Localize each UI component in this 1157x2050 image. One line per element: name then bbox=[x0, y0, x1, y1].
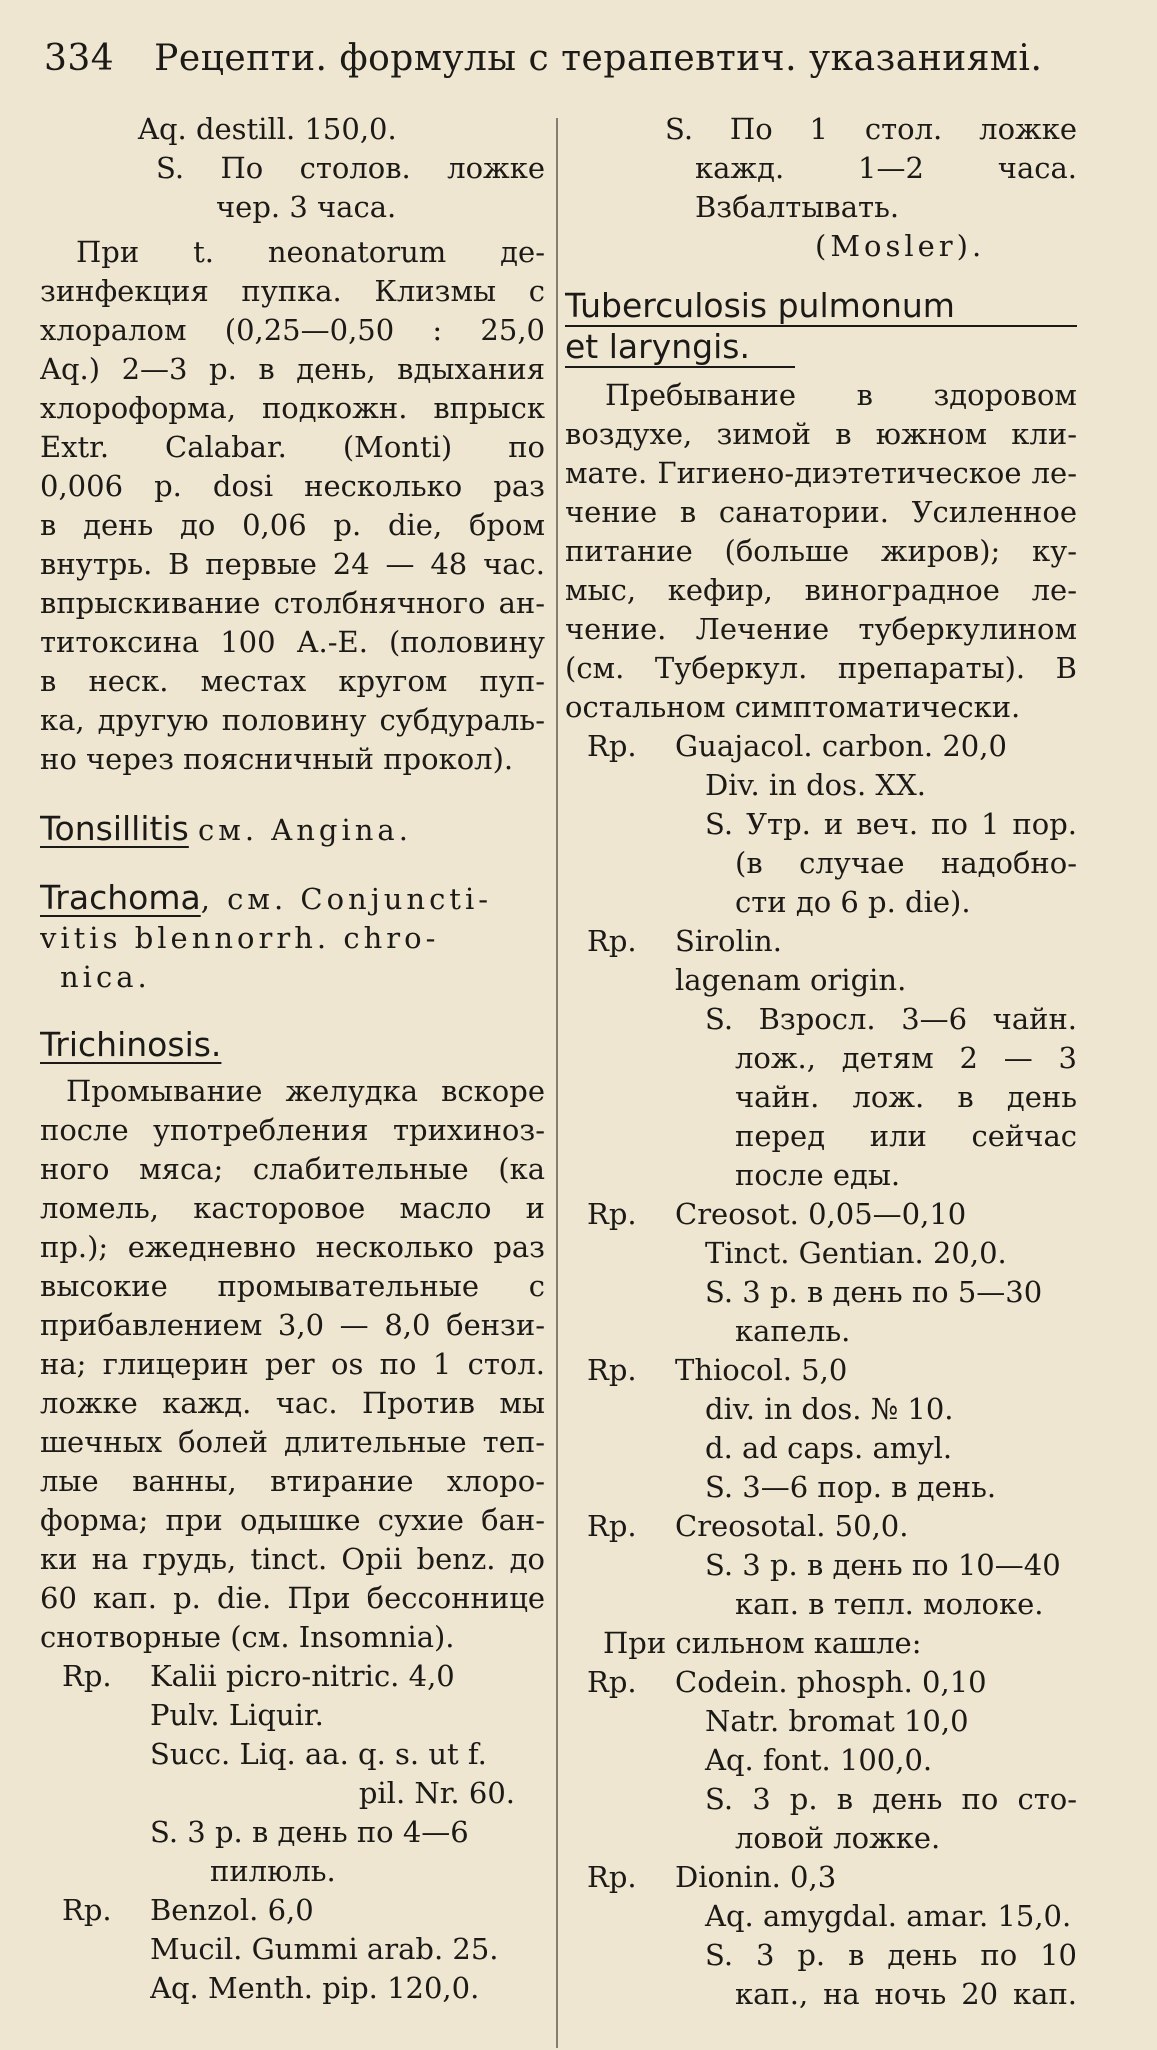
text-line: ломель, касторовое масло и bbox=[40, 1191, 545, 1225]
neonatorum-paragraph bbox=[40, 233, 545, 779]
text-line: ного мяса; слабительные (ка bbox=[40, 1152, 545, 1186]
prescription-line: Benzol. 6,0 bbox=[150, 1893, 314, 1927]
prescription bbox=[40, 1657, 545, 1891]
text-line: ки на грудь, tinct. Opii benz. до bbox=[40, 1542, 545, 1576]
prescription bbox=[40, 1891, 545, 2008]
prescription bbox=[565, 1663, 1077, 1858]
prescription-line: S. По 1 стол. ложке bbox=[665, 112, 1077, 146]
prescription-line: Creosot. 0,05—0,10 bbox=[675, 1197, 967, 1231]
running-header bbox=[44, 38, 1042, 79]
text-line: после употребления трихиноз- bbox=[40, 1113, 545, 1147]
column-divider bbox=[556, 118, 558, 2048]
text-line: зинфекция пупка. Клизмы с bbox=[40, 274, 545, 308]
prescription-line: после еды. bbox=[735, 1158, 901, 1192]
recipe-mark: Rp. bbox=[587, 1860, 637, 1894]
prescription-line: чер. 3 часа. bbox=[216, 190, 397, 224]
author-reference: (Mosler). bbox=[815, 229, 986, 263]
prescription-line: Aq. font. 100,0. bbox=[705, 1743, 933, 1777]
prescription-line: S. 3 р. в день по 4—6 bbox=[150, 1815, 469, 1849]
tuberculosis-paragraph bbox=[565, 376, 1077, 727]
prescription-line: Pulv. Liquir. bbox=[150, 1698, 324, 1732]
prescription-line: lagenam origin. bbox=[675, 963, 907, 997]
prescription-line: S. По столов. ложке bbox=[156, 151, 545, 185]
prescription-line: S. 3 р. в день по сто- bbox=[705, 1782, 1077, 1816]
prescription-line: (в случае надобно- bbox=[735, 846, 1077, 880]
prescription-line: Tinct. Gentian. 20,0. bbox=[705, 1236, 1007, 1270]
text-line: титоксина 100 А.-Е. (половину bbox=[40, 625, 545, 659]
section-heading: Tuberculosis pulmonum bbox=[565, 286, 955, 325]
text-line: Промывание желудка вскоре bbox=[66, 1074, 545, 1108]
prescription-line: Dionin. 0,3 bbox=[675, 1860, 837, 1894]
prescription-line: пилюль. bbox=[210, 1854, 336, 1888]
prescription-line: Aq. destill. 150,0. bbox=[138, 112, 397, 146]
prescription-line: S. 3—6 пор. в день. bbox=[705, 1470, 997, 1504]
recipe-mark: Rp. bbox=[587, 1197, 637, 1231]
prescription-line: S. Взросл. 3—6 чайн. bbox=[705, 1002, 1077, 1036]
subheading: При сильном кашле: bbox=[603, 1626, 922, 1660]
cross-reference: nica. bbox=[60, 960, 151, 994]
prescription-line: S. Утр. и веч. по 1 пор. bbox=[705, 807, 1077, 841]
cross-reference: vitis blennorrh. chro- bbox=[40, 921, 440, 955]
text-line: 0,006 р. dosi несколько раз bbox=[40, 469, 545, 503]
section-heading: Trichinosis. bbox=[40, 1025, 222, 1064]
prescription-line: Kalii picro-nitric. 4,0 bbox=[150, 1659, 455, 1693]
prescription bbox=[565, 1507, 1077, 1624]
prescription-line: лож., детям 2 — 3 bbox=[735, 1041, 1077, 1075]
text-line: (см. Туберкул. препараты). В bbox=[565, 651, 1077, 685]
text-line: Пребывание в здоровом bbox=[605, 378, 1077, 412]
prescription bbox=[565, 1858, 1077, 2014]
text-line: чение в санатории. Усиленное bbox=[565, 495, 1077, 529]
prescription-line: ловой ложке. bbox=[735, 1821, 941, 1855]
prescription-line: Взбалтывать. bbox=[695, 190, 900, 224]
text-line: мыс, кефир, виноградное ле- bbox=[565, 573, 1077, 607]
text-line: ложке кажд. час. Против мы bbox=[40, 1386, 545, 1420]
prescription-line: перед или сейчас bbox=[735, 1119, 1077, 1153]
prescription-line: pil. Nr. 60. bbox=[358, 1776, 515, 1810]
prescription-line: S. 3 р. в день по 10 bbox=[705, 1938, 1077, 1972]
recipe-mark: Rp. bbox=[587, 1509, 637, 1543]
text-line: на; глицерин per os по 1 стол. bbox=[40, 1347, 545, 1381]
recipe-mark: Rp. bbox=[587, 924, 637, 958]
text-line: высокие промывательные с bbox=[40, 1269, 545, 1303]
text-line: снотворные (см. Insomnia). bbox=[40, 1620, 455, 1654]
text-line: остальном симптоматически. bbox=[565, 690, 1021, 724]
prescription-line: div. in dos. № 10. bbox=[705, 1392, 954, 1426]
text-line: внутрь. В первые 24 — 48 час. bbox=[40, 547, 545, 581]
text-line: хлоралом (0,25—0,50 : 25,0 bbox=[40, 313, 545, 347]
text-line: чение. Лечение туберкулином bbox=[565, 612, 1077, 646]
prescription-line: Sirolin. bbox=[675, 924, 782, 958]
cross-reference: см. Angina. bbox=[198, 813, 412, 847]
text-line: впрыскивание столбнячного ан- bbox=[40, 586, 545, 620]
prescription-line: d. ad caps. amyl. bbox=[705, 1431, 953, 1465]
prescription-line: Aq. amygdal. amar. 15,0. bbox=[705, 1899, 1072, 1933]
tonsillitis-entry bbox=[40, 809, 545, 850]
prescription-line: S. 3 р. в день по 5—30 bbox=[705, 1275, 1043, 1309]
text-line: Aq.) 2—3 р. в день, вдыхания bbox=[40, 352, 545, 386]
prescription bbox=[565, 1195, 1077, 1351]
prescription-line: кажд. 1—2 часа. bbox=[695, 151, 1077, 185]
prescription-line: Div. in dos. XX. bbox=[705, 768, 926, 802]
cross-reference: , см. Conjuncti- bbox=[200, 882, 493, 916]
text-line: пр.); ежедневно несколько раз bbox=[40, 1230, 545, 1264]
right-column bbox=[565, 110, 1077, 2014]
running-title: Рецепти. формулы с терапевтич. указаниямі. bbox=[154, 38, 1043, 79]
text-line: в день до 0,06 р. die, бром bbox=[40, 508, 545, 542]
trichinosis-entry bbox=[40, 1025, 545, 1657]
section-heading: Trachoma bbox=[40, 878, 201, 917]
prescription bbox=[565, 727, 1077, 922]
recipe-mark: Rp. bbox=[587, 729, 637, 763]
text-line: мате. Гигиено-диэтетическое ле- bbox=[565, 456, 1077, 490]
text-line: прибавлением 3,0 — 8,0 бензи- bbox=[40, 1308, 545, 1342]
prescription-line: кап., на ночь 20 кап. bbox=[735, 1977, 1077, 2011]
left-column bbox=[40, 110, 545, 2008]
prescription-line: капель. bbox=[735, 1314, 851, 1348]
prescription-line: Mucil. Gummi arab. 25. bbox=[150, 1932, 499, 1966]
prescription-line: Guajacol. carbon. 20,0 bbox=[675, 729, 1007, 763]
section-heading: et laryngis. bbox=[565, 327, 750, 366]
text-line: воздухе, зимой в южном кли- bbox=[565, 417, 1077, 451]
text-line: но через поясничный прокол). bbox=[40, 742, 514, 776]
text-line: лые ванны, втирание хлоро- bbox=[40, 1464, 545, 1498]
recipe-mark: Rp. bbox=[587, 1353, 637, 1387]
prescription-line: Succ. Liq. aa. q. s. ut f. bbox=[150, 1737, 487, 1771]
text-line: При t. neonatorum де- bbox=[76, 235, 545, 269]
text-line: 60 кап. р. die. При бессоннице bbox=[40, 1581, 545, 1615]
prescription-line: Aq. Menth. pip. 120,0. bbox=[150, 1971, 480, 2005]
prescription-line: S. 3 р. в день по 10—40 bbox=[705, 1548, 1061, 1582]
section-heading: Tonsillitis bbox=[40, 809, 189, 848]
prescription-line: Thiocol. 5,0 bbox=[675, 1353, 848, 1387]
trachoma-entry bbox=[40, 878, 545, 997]
prescription bbox=[565, 1351, 1077, 1507]
text-line: хлороформа, подкожн. впрыск bbox=[40, 391, 545, 425]
page-number: 334 bbox=[44, 38, 115, 79]
text-line: питание (больше жиров); ку- bbox=[565, 534, 1077, 568]
prescription-line: сти до 6 р. die). bbox=[735, 885, 971, 919]
text-line: ка, другую половину субдураль- bbox=[40, 703, 545, 737]
recipe-mark: Rp. bbox=[587, 1665, 637, 1699]
prescription-line: чайн. лож. в день bbox=[735, 1080, 1077, 1114]
prescription-line: Creosotal. 50,0. bbox=[675, 1509, 909, 1543]
text-line: форма; при одышке сухие бан- bbox=[40, 1503, 545, 1537]
text-line: Extr. Calabar. (Monti) по bbox=[40, 430, 545, 464]
prescription-line: кап. в тепл. молоке. bbox=[735, 1587, 1044, 1621]
prescription-line: Codein. phosph. 0,10 bbox=[675, 1665, 987, 1699]
text-line: в неск. местах кругом пуп- bbox=[40, 664, 545, 698]
recipe-mark: Rp. bbox=[62, 1659, 112, 1693]
prescription bbox=[565, 922, 1077, 1195]
prescription-line: Natr. bromat 10,0 bbox=[705, 1704, 969, 1738]
recipe-mark: Rp. bbox=[62, 1893, 112, 1927]
text-line: шечных болей длительные теп- bbox=[40, 1425, 545, 1459]
